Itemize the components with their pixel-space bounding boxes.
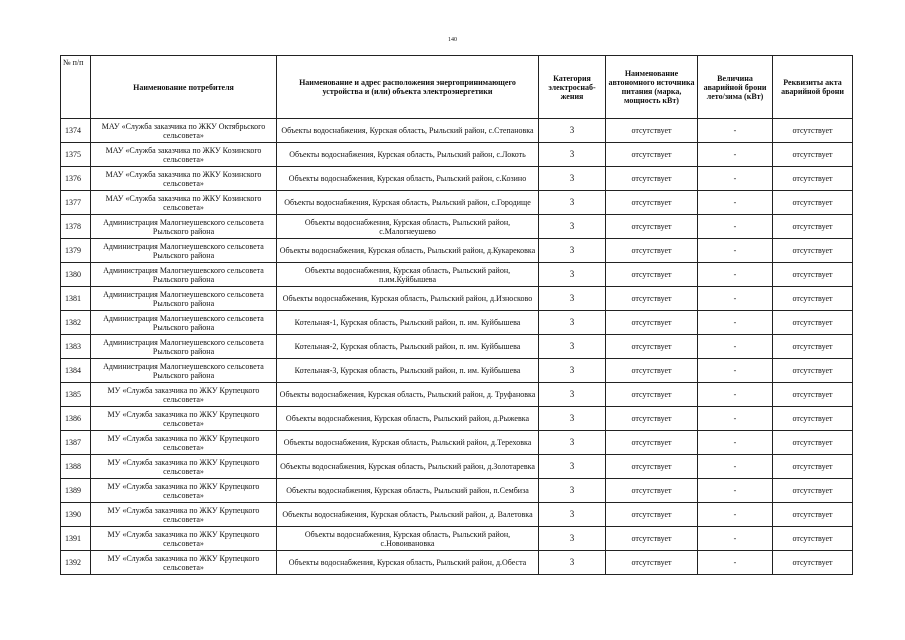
cell-device: Объекты водоснабжения, Курская область, Рыльский район, д.Кукарековка [277, 239, 539, 263]
cell-source: отсутствует [606, 335, 698, 359]
cell-act: отсутствует [773, 455, 853, 479]
cell-act: отсутствует [773, 263, 853, 287]
cell-category: 3 [539, 359, 606, 383]
cell-num: 1377 [61, 191, 91, 215]
cell-reserve: - [698, 455, 773, 479]
cell-consumer: МУ «Служба заказчика по ЖКУ Крупецкого сельсовета» [91, 431, 277, 455]
cell-consumer: МУ «Служба заказчика по ЖКУ Крупецкого сельсовета» [91, 527, 277, 551]
table-row [61, 431, 853, 455]
cell-reserve: - [698, 479, 773, 503]
cell-act: отсутствует [773, 359, 853, 383]
cell-act: отсутствует [773, 551, 853, 575]
cell-num: 1391 [61, 527, 91, 551]
cell-reserve: - [698, 167, 773, 191]
cell-reserve: - [698, 335, 773, 359]
cell-reserve: - [698, 503, 773, 527]
table-row [61, 407, 853, 431]
cell-source: отсутствует [606, 263, 698, 287]
cell-act: отсутствует [773, 167, 853, 191]
cell-reserve: - [698, 431, 773, 455]
cell-num: 1378 [61, 215, 91, 239]
header-num: № п/п [61, 56, 91, 119]
cell-category: 3 [539, 551, 606, 575]
cell-source: отсутствует [606, 383, 698, 407]
cell-act: отсутствует [773, 119, 853, 143]
cell-device: Объекты водоснабжения, Курская область, Рыльский район, д.Износково [277, 287, 539, 311]
cell-device: Объекты водоснабжения, Курская область, Рыльский район, д.Тереховка [277, 431, 539, 455]
table-row [61, 383, 853, 407]
cell-source: отсутствует [606, 287, 698, 311]
cell-category: 3 [539, 383, 606, 407]
cell-source: отсутствует [606, 311, 698, 335]
cell-device: Объекты водоснабжения, Курская область, Рыльский район, с.Степановка [277, 119, 539, 143]
cell-category: 3 [539, 479, 606, 503]
header-consumer: Наименование потребителя [91, 56, 277, 119]
cell-num: 1386 [61, 407, 91, 431]
cell-category: 3 [539, 311, 606, 335]
cell-category: 3 [539, 215, 606, 239]
cell-device: Объекты водоснабжения, Курская область, Рыльский район, д.Рыжевка [277, 407, 539, 431]
table-header-row [61, 56, 853, 119]
cell-num: 1392 [61, 551, 91, 575]
cell-device: Объекты водоснабжения, Курская область, Рыльский район, д.Обеста [277, 551, 539, 575]
cell-num: 1385 [61, 383, 91, 407]
cell-category: 3 [539, 143, 606, 167]
cell-source: отсутствует [606, 143, 698, 167]
cell-source: отсутствует [606, 215, 698, 239]
table-row [61, 119, 853, 143]
table-row [61, 143, 853, 167]
cell-act: отсутствует [773, 215, 853, 239]
cell-source: отсутствует [606, 455, 698, 479]
cell-reserve: - [698, 263, 773, 287]
cell-reserve: - [698, 359, 773, 383]
table-body [61, 119, 853, 575]
cell-num: 1374 [61, 119, 91, 143]
table-row [61, 359, 853, 383]
cell-device: Объекты водоснабжения, Курская область, Рыльский район, п.им.Куйбышева [277, 263, 539, 287]
table-row [61, 167, 853, 191]
cell-num: 1384 [61, 359, 91, 383]
cell-act: отсутствует [773, 335, 853, 359]
header-act: Реквизиты акта аварийной брони [773, 56, 853, 119]
cell-act: отсутствует [773, 311, 853, 335]
header-device: Наименование и адрес расположения энергопринимающего устройства и (или) объекта электроэнергетики [277, 56, 539, 119]
cell-device: Объекты водоснабжения, Курская область, Рыльский район, с.Локоть [277, 143, 539, 167]
cell-source: отсутствует [606, 119, 698, 143]
cell-num: 1387 [61, 431, 91, 455]
cell-consumer: Администрация Малогнеушевского сельсовета Рыльского района [91, 287, 277, 311]
header-category: Категория электроснаб-жения [539, 56, 606, 119]
cell-consumer: МАУ «Служба заказчика по ЖКУ Козинского сельсовета» [91, 191, 277, 215]
cell-consumer: Администрация Малогнеушевского сельсовета Рыльского района [91, 359, 277, 383]
cell-category: 3 [539, 455, 606, 479]
cell-source: отсутствует [606, 527, 698, 551]
cell-category: 3 [539, 167, 606, 191]
cell-reserve: - [698, 239, 773, 263]
cell-source: отсутствует [606, 191, 698, 215]
cell-reserve: - [698, 551, 773, 575]
cell-device: Объекты водоснабжения, Курская область, Рыльский район, д. Труфановка [277, 383, 539, 407]
cell-source: отсутствует [606, 431, 698, 455]
cell-consumer: Администрация Малогнеушевского сельсовета Рыльского района [91, 215, 277, 239]
cell-consumer: МУ «Служба заказчика по ЖКУ Крупецкого сельсовета» [91, 479, 277, 503]
cell-reserve: - [698, 383, 773, 407]
cell-num: 1382 [61, 311, 91, 335]
cell-source: отсутствует [606, 551, 698, 575]
cell-category: 3 [539, 527, 606, 551]
cell-act: отсутствует [773, 431, 853, 455]
cell-category: 3 [539, 503, 606, 527]
cell-device: Объекты водоснабжения, Курская область, Рыльский район, с.Малогнеушево [277, 215, 539, 239]
cell-source: отсутствует [606, 239, 698, 263]
cell-device: Котельная-2, Курская область, Рыльский район, п. им. Куйбышева [277, 335, 539, 359]
cell-act: отсутствует [773, 239, 853, 263]
cell-act: отсутствует [773, 287, 853, 311]
cell-consumer: МУ «Служба заказчика по ЖКУ Крупецкого сельсовета» [91, 551, 277, 575]
table-row [61, 311, 853, 335]
cell-consumer: МУ «Служба заказчика по ЖКУ Крупецкого сельсовета» [91, 407, 277, 431]
cell-reserve: - [698, 119, 773, 143]
cell-act: отсутствует [773, 191, 853, 215]
cell-device: Котельная-3, Курская область, Рыльский район, п. им. Куйбышева [277, 359, 539, 383]
cell-act: отсутствует [773, 383, 853, 407]
cell-act: отсутствует [773, 407, 853, 431]
cell-consumer: МУ «Служба заказчика по ЖКУ Крупецкого сельсовета» [91, 383, 277, 407]
cell-device: Котельная-1, Курская область, Рыльский район, п. им. Куйбышева [277, 311, 539, 335]
cell-source: отсутствует [606, 167, 698, 191]
page-number: 140 [448, 37, 457, 43]
cell-num: 1383 [61, 335, 91, 359]
cell-device: Объекты водоснабжения, Курская область, Рыльский район, с.Козино [277, 167, 539, 191]
cell-reserve: - [698, 191, 773, 215]
cell-num: 1388 [61, 455, 91, 479]
cell-act: отсутствует [773, 479, 853, 503]
cell-device: Объекты водоснабжения, Курская область, Рыльский район, п.Сембиза [277, 479, 539, 503]
cell-device: Объекты водоснабжения, Курская область, Рыльский район, д. Валетовка [277, 503, 539, 527]
cell-category: 3 [539, 263, 606, 287]
cell-category: 3 [539, 191, 606, 215]
consumers-table [60, 55, 853, 575]
header-reserve: Величина аварийной брони лето/зима (кВт) [698, 56, 773, 119]
table-row [61, 455, 853, 479]
cell-consumer: МУ «Служба заказчика по ЖКУ Крупецкого сельсовета» [91, 503, 277, 527]
cell-device: Объекты водоснабжения, Курская область, Рыльский район, с.Новоивановка [277, 527, 539, 551]
cell-num: 1380 [61, 263, 91, 287]
table-row [61, 527, 853, 551]
table-row [61, 335, 853, 359]
cell-num: 1375 [61, 143, 91, 167]
cell-category: 3 [539, 287, 606, 311]
cell-category: 3 [539, 431, 606, 455]
cell-consumer: МАУ «Служба заказчика по ЖКУ Октябрьского сельсовета» [91, 119, 277, 143]
cell-num: 1379 [61, 239, 91, 263]
table-row [61, 239, 853, 263]
cell-consumer: Администрация Малогнеушевского сельсовета Рыльского района [91, 239, 277, 263]
table-row [61, 503, 853, 527]
cell-consumer: Администрация Малогнеушевского сельсовета Рыльского района [91, 263, 277, 287]
cell-num: 1389 [61, 479, 91, 503]
cell-reserve: - [698, 215, 773, 239]
cell-consumer: МАУ «Служба заказчика по ЖКУ Козинского сельсовета» [91, 143, 277, 167]
table-row [61, 263, 853, 287]
cell-num: 1376 [61, 167, 91, 191]
table-row [61, 191, 853, 215]
cell-category: 3 [539, 119, 606, 143]
cell-category: 3 [539, 335, 606, 359]
cell-consumer: Администрация Малогнеушевского сельсовета Рыльского района [91, 311, 277, 335]
table-row [61, 551, 853, 575]
cell-num: 1390 [61, 503, 91, 527]
cell-act: отсутствует [773, 527, 853, 551]
cell-category: 3 [539, 239, 606, 263]
cell-reserve: - [698, 311, 773, 335]
cell-category: 3 [539, 407, 606, 431]
cell-reserve: - [698, 143, 773, 167]
cell-source: отсутствует [606, 359, 698, 383]
cell-source: отсутствует [606, 503, 698, 527]
table-row [61, 215, 853, 239]
cell-consumer: МАУ «Служба заказчика по ЖКУ Козинского сельсовета» [91, 167, 277, 191]
table-row [61, 287, 853, 311]
header-source: Наименование автономного источника питания (марка, мощность кВт) [606, 56, 698, 119]
table-row [61, 479, 853, 503]
cell-num: 1381 [61, 287, 91, 311]
cell-device: Объекты водоснабжения, Курская область, Рыльский район, д.Золотаревка [277, 455, 539, 479]
cell-consumer: Администрация Малогнеушевского сельсовета Рыльского района [91, 335, 277, 359]
cell-source: отсутствует [606, 407, 698, 431]
cell-source: отсутствует [606, 479, 698, 503]
cell-reserve: - [698, 527, 773, 551]
cell-act: отсутствует [773, 503, 853, 527]
cell-device: Объекты водоснабжения, Курская область, Рыльский район, с.Городище [277, 191, 539, 215]
cell-act: отсутствует [773, 143, 853, 167]
cell-reserve: - [698, 287, 773, 311]
cell-consumer: МУ «Служба заказчика по ЖКУ Крупецкого сельсовета» [91, 455, 277, 479]
cell-reserve: - [698, 407, 773, 431]
